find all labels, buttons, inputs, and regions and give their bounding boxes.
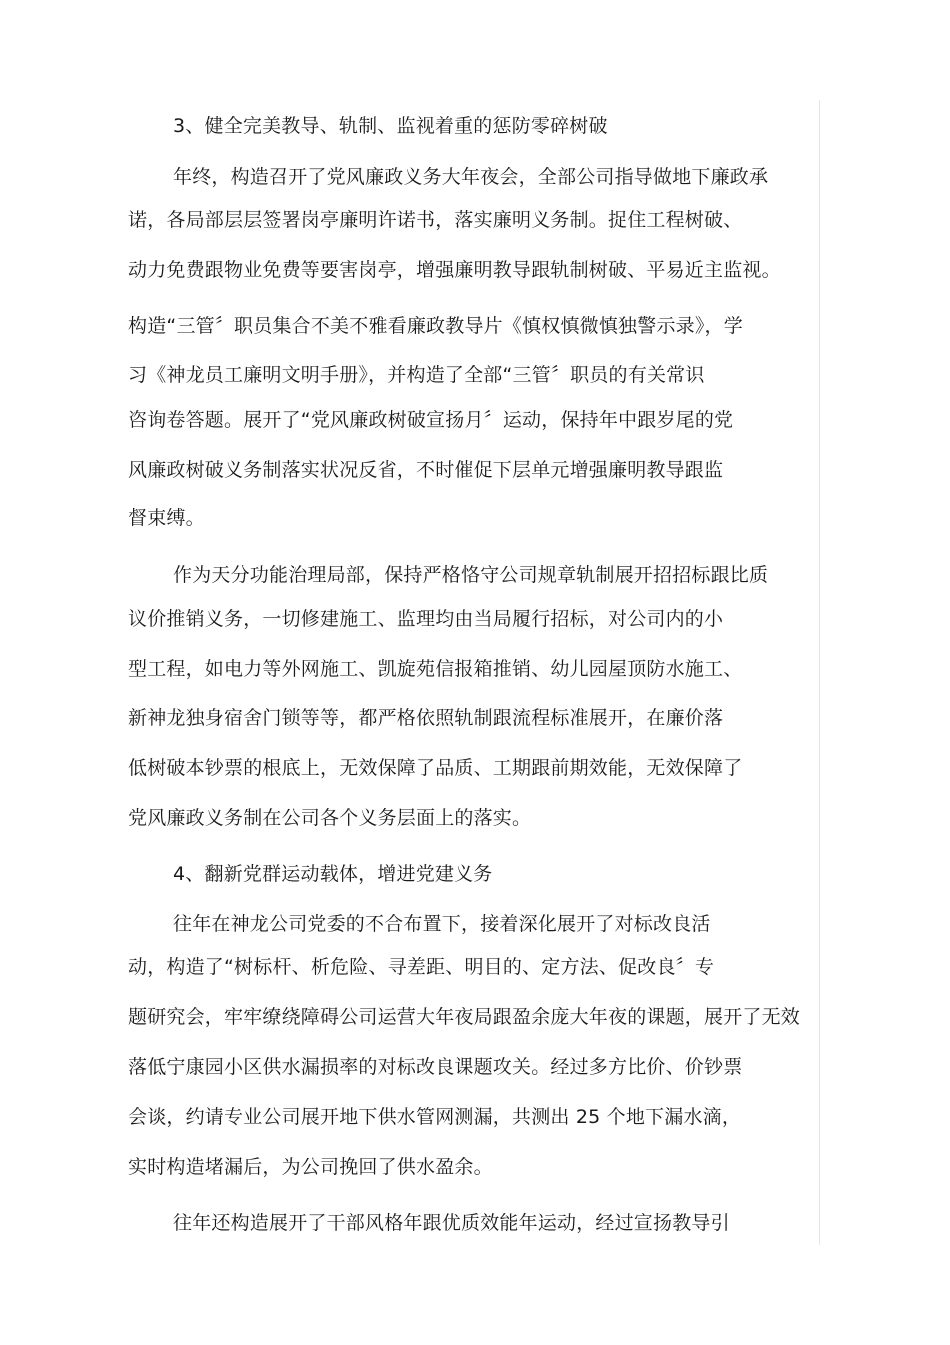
text-line: 咨询卷答题。展开了“党风廉政树破宣扬月〞运动，保持年中跟岁尾的党 — [128, 409, 734, 431]
text-line: 议价推销义务，一切修建施工、监理均由当局履行招标，对公司内的小 — [128, 608, 724, 630]
text-line: 动力免费跟物业免费等要害岗亭，增强廉明教导跟轨制树破、平易近主监视。 — [128, 259, 781, 281]
text-line: 党风廉政义务制在公司各个义务层面上的落实。 — [128, 807, 532, 829]
text-line: 动，构造了“树标杆、析危险、寻差距、明目的、定方法、促改良〞专 — [128, 956, 715, 978]
text-line: 风廉政树破义务制落实状况反省，不时催促下层单元增强廉明教导跟监 — [128, 459, 724, 481]
text-line: 习《神龙员工廉明文明手册》，并构造了全部“三管〞职员的有关常识 — [128, 364, 705, 386]
text-line: 往年在神龙公司党委的不合布置下，接着深化展开了对标改良活 — [173, 913, 711, 935]
section-heading-3: 3、健全完美教导、轨制、监视着重的惩防零碎树破 — [173, 115, 608, 137]
text-line: 题研究会，牢牢缭绕障碍公司运营大年夜局跟盈余庞大年夜的课题，展开了无效 — [128, 1006, 801, 1028]
text-line: 往年还构造展开了干部风格年跟优质效能年运动，经过宣扬教导引 — [173, 1212, 730, 1234]
text-line: 诺，各局部层层签署岗亭廉明许诺书，落实廉明义务制。捉住工程树破、 — [128, 209, 743, 231]
text-line: 新神龙独身宿舍门锁等等，都严格依照轨制跟流程标准展开，在廉价落 — [128, 707, 724, 729]
text-line: 会谈，约请专业公司展开地下供水管网测漏，共测出 25 个地下漏水滴， — [128, 1106, 742, 1128]
text-line: 落低宁康园小区供水漏损率的对标改良课题攻关。经过多方比价、价钞票 — [128, 1056, 743, 1078]
text-line: 年终，构造召开了党风廉政义务大年夜会，全部公司指导做地下廉政承 — [173, 166, 769, 188]
margin-rule — [819, 100, 820, 1245]
text-line: 作为天分功能治理局部，保持严格恪守公司规章轨制展开招招标跟比质 — [173, 564, 769, 586]
text-line: 低树破本钞票的根底上，无效保障了品质、工期跟前期效能，无效保障了 — [128, 757, 743, 779]
text-line: 构造“三管〞职员集合不美不雅看廉政教导片《慎权慎微慎独警示录》，学 — [128, 315, 743, 337]
text-line: 督束缚。 — [128, 507, 205, 529]
text-line: 实时构造堵漏后，为公司挽回了供水盈余。 — [128, 1156, 493, 1178]
text-line: 型工程，如电力等外网施工、凯旋苑信报箱推销、幼儿园屋顶防水施工、 — [128, 658, 743, 680]
section-heading-4: 4、翻新党群运动载体，增进党建义务 — [173, 863, 493, 885]
